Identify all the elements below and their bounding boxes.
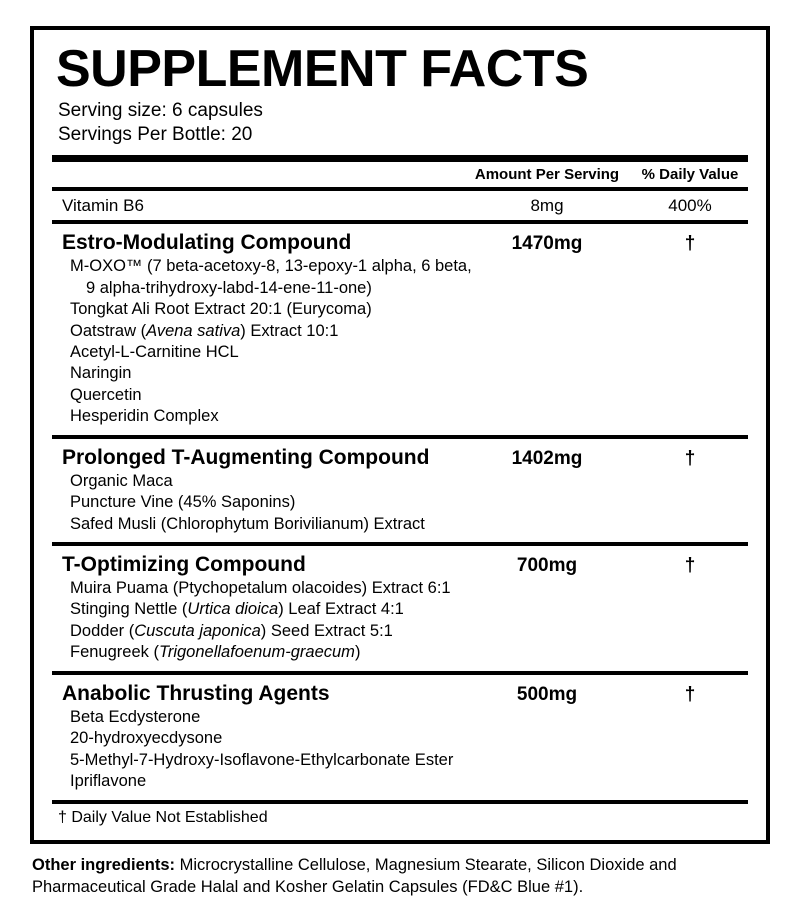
table-row (52, 444, 748, 471)
footnote: † Daily Value Not Established (58, 808, 268, 826)
blend-daily-value: † (684, 447, 696, 469)
list-item: Puncture Vine (45% Saponins) (70, 493, 296, 512)
nutrient-name: Vitamin B6 (62, 196, 144, 216)
blend-name: Anabolic Thrusting Agents (62, 681, 330, 705)
other-ingredients (30, 844, 770, 898)
column-header-amount: Amount Per Serving (474, 166, 620, 184)
blend-daily-value: † (684, 233, 696, 255)
blend-name: T-Optimizing Compound (62, 553, 306, 577)
list-item: 20-hydroxyecdysone (70, 729, 223, 748)
page-title: SUPPLEMENT FACTS (56, 40, 589, 98)
table-row (52, 551, 748, 578)
list-item: Tongkat Ali Root Extract 20:1 (Eurycoma) (70, 300, 372, 319)
other-ingredients-label: Other ingredients: (32, 855, 176, 874)
latin-name: Trigonellafoenum-graecum (158, 643, 355, 662)
list-item: 5-Methyl-7-Hydroxy-Isoflavone-Ethylcarbonate Ester (70, 750, 454, 769)
blend-name: Prolonged T-Augmenting Compound (62, 445, 430, 469)
column-header-daily-value: % Daily Value (641, 166, 739, 184)
blend-amount: 1402mg (511, 447, 583, 469)
list-item: Acetyl-L-Carnitine HCL (70, 342, 239, 361)
list-item: Hesperidin Complex (70, 407, 219, 426)
list-item: Oatstraw (Avena sativa) Extract 10:1 (70, 321, 339, 340)
nutrient-daily-value: 400% (668, 196, 712, 216)
list-item: Safed Musli (Chlorophytum Borivilianum) Extract (70, 514, 425, 533)
blend-group-list (52, 224, 748, 803)
blend-amount: 1470mg (511, 233, 583, 255)
blend-daily-value: † (684, 555, 696, 577)
blend-amount: 500mg (516, 683, 578, 705)
list-item: Stinging Nettle (Urtica dioica) Leaf Extract 4:1 (70, 600, 404, 619)
list-item: Dodder (Cuscuta japonica) Seed Extract 5:1 (70, 621, 393, 640)
vitamin-block (52, 191, 748, 220)
list-item: Muira Puama (Ptychopetalum olacoides) Extract 6:1 (70, 579, 451, 598)
latin-name: Urtica dioica (187, 600, 279, 619)
list-item: Organic Maca (70, 471, 173, 490)
label-panel (30, 26, 770, 844)
blend-group (52, 546, 748, 671)
column-headers (52, 162, 748, 187)
list-item: Naringin (70, 364, 132, 383)
blend-group (52, 439, 748, 542)
blend-name: Estro-Modulating Compound (62, 231, 352, 255)
other-ingredients-text: Microcrystalline Cellulose, Magnesium Stearate, Silicon Dioxide and Pharmaceutical Grade Halal and Kosher Gelatin Capsules (FD&C Blue #1). (32, 855, 677, 896)
blend-group (52, 224, 748, 435)
table-row (52, 194, 748, 217)
table-row (52, 229, 748, 256)
list-item: Ipriflavone (70, 772, 147, 791)
nutrient-amount: 8mg (530, 196, 564, 216)
serving-size: Serving size: 6 capsules (58, 99, 263, 121)
servings-per-bottle: Servings Per Bottle: 20 (58, 123, 253, 145)
latin-name: Cuscuta japonica (134, 621, 261, 640)
list-item: 9 alpha-trihydroxy-labd-14-ene-11-one) (86, 278, 372, 297)
list-item: M-OXO™ (7 beta-acetoxy-8, 13-epoxy-1 alpha, 6 beta, (70, 257, 472, 276)
table-row (52, 680, 748, 707)
list-item: Quercetin (70, 385, 142, 404)
blend-amount: 700mg (516, 555, 578, 577)
list-item: Beta Ecdysterone (70, 707, 201, 726)
latin-name: Avena sativa (146, 321, 241, 340)
divider-heavy-top (52, 155, 748, 162)
list-item: Fenugreek (Trigonellafoenum-graecum) (70, 643, 361, 662)
blend-daily-value: † (684, 683, 696, 705)
blend-group (52, 675, 748, 800)
